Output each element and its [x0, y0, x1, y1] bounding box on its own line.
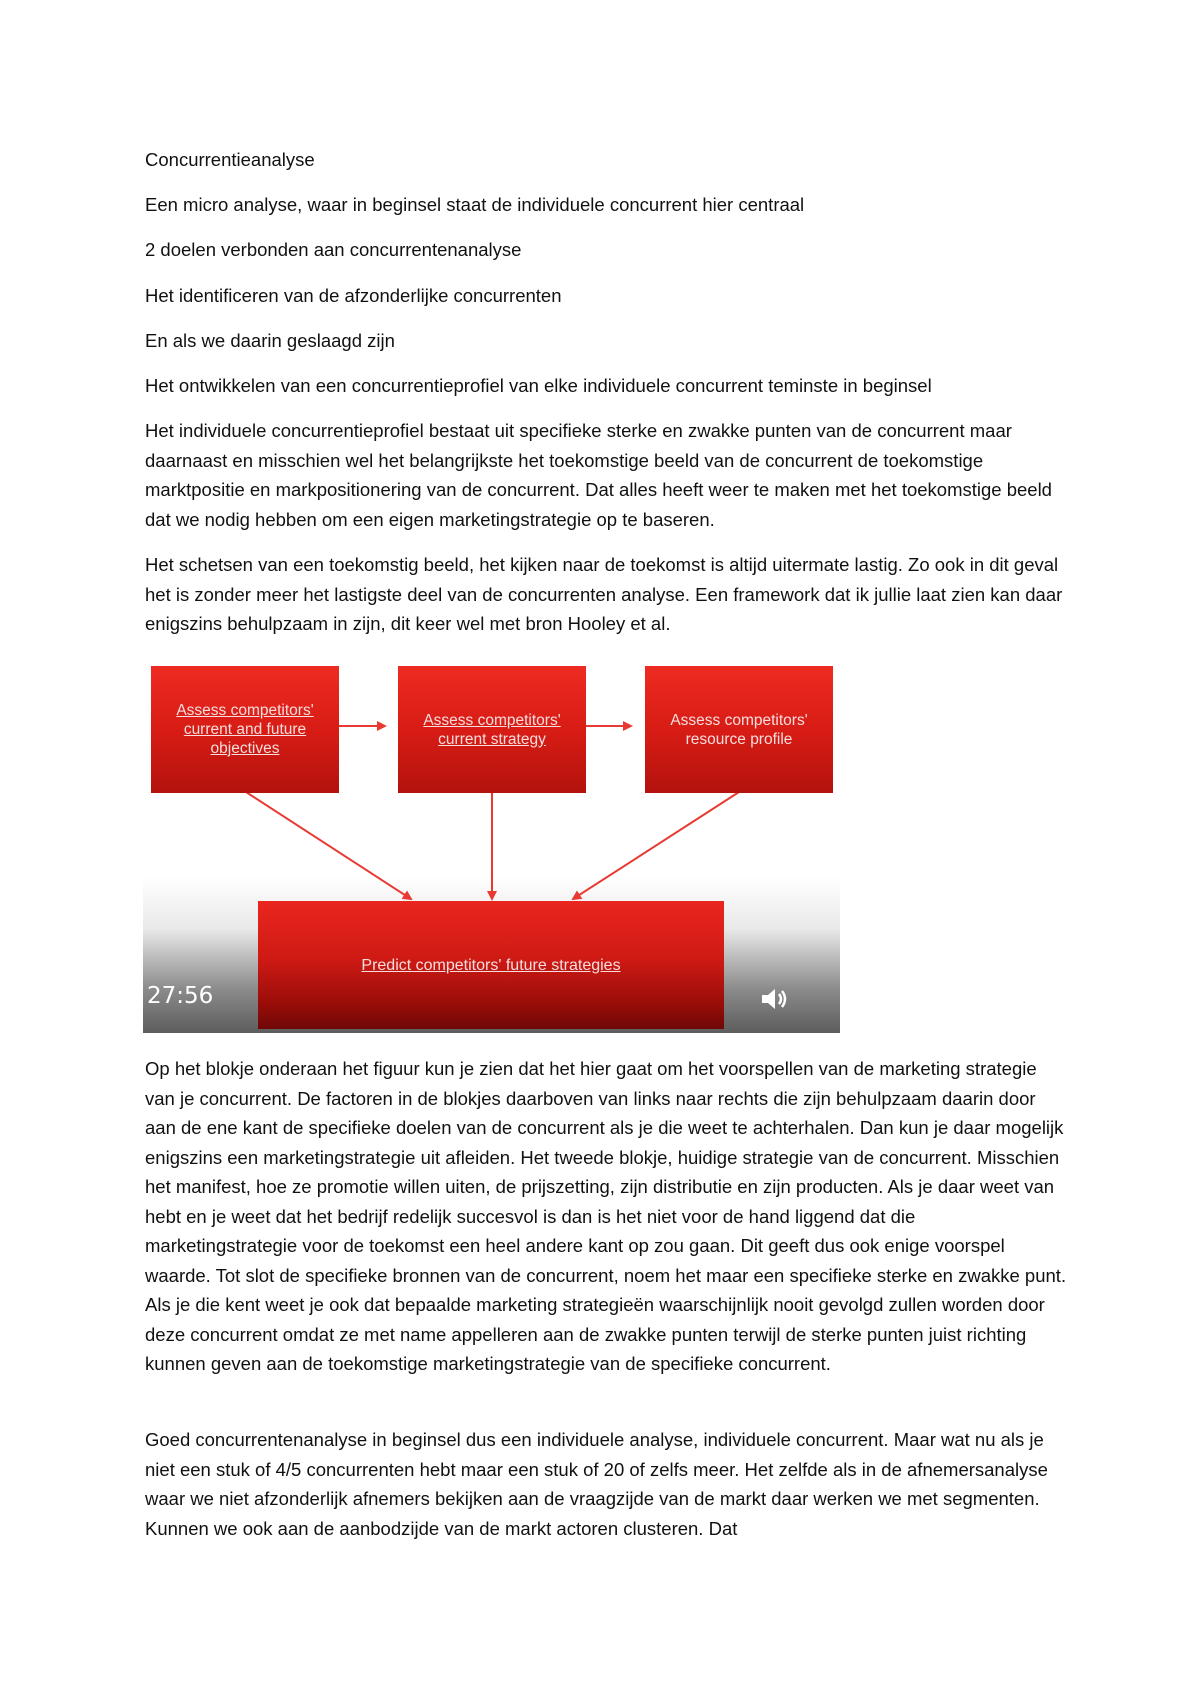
framework-figure: [143, 661, 840, 1033]
document-title: Concurrentieanalyse: [145, 149, 315, 170]
video-timestamp: 27:56: [147, 983, 214, 1009]
paragraph-2: 2 doelen verbonden aan concurrentenanalyse: [145, 239, 522, 260]
paragraph-5: Het ontwikkelen van een concurrentieprofiel van elke individuele concurrent teminste in beginsel: [145, 375, 932, 396]
paragraph-6: Het individuele concurrentieprofiel bestaat uit specifieke sterke en zwakke punten van de concurrent maar daarnaast en misschien wel het belangrijkste het toekomstige beeld van de concurrent de toekomstige marktpositie en markpositionering van de concurrent. Dat alles heeft weer te maken met het toekomstige beeld dat we nodig hebben om een eigen marketingstrategie op te baseren.: [145, 420, 1052, 530]
box-resources: Assess competitors' resource profile: [645, 666, 833, 793]
paragraph-1: Een micro analyse, waar in beginsel staat de individuele concurrent hier centraal: [145, 194, 805, 215]
paragraph-7: Het schetsen van een toekomstig beeld, het kijken naar de toekomst is altijd uitermate lastig. Zo ook in dit geval het is zonder meer het lastigste deel van de concurrenten analyse. Een framework dat ik jullie laat zien kan daar enigszins behulpzaam in zijn, dit keer wel met bron Hooley et al.: [145, 554, 1063, 634]
box-predict: Predict competitors' future strategies: [258, 901, 724, 1029]
paragraph-8: Op het blokje onderaan het figuur kun je zien dat het hier gaat om het voorspellen van de marketing strategie van je concurrent. De factoren in de blokjes daarboven van links naar rechts die zijn behulpzaam daarin door aan de ene kant de specifieke doelen van de concurrent als je die weet te achterhalen. Dan kun je daar mogelijk enigszins een marketingstrategie uit afleiden. Het tweede blokje, huidige strategie van de concurrent. Misschien het manifest, hoe ze promotie willen uiten, de prijszetting, zijn distributie en zijn producten. Als je daar weet van hebt en je weet dat het bedrijf redelijk succesvol is dan is het niet voor de hand liggend dat die marketingstrategie voor de toekomst een heel andere kant op zou gaan. Dit geeft dus ook enige voorspel waarde. Tot slot de specifieke bronnen van de concurrent, noem het maar een specifieke sterke en zwakke punt. Als je die kent weet je ook dat bepaalde marketing strategieën waarschijnlijk nooit gevolgd zullen worden door deze concurrent omdat ze met name appelleren aan de zwakke punten terwijl de sterke punten juist richting kunnen geven aan de toekomstige marketingstrategie van de specifieke concurrent.: [145, 1058, 1067, 1374]
paragraph-3: Het identificeren van de afzonderlijke concurrenten: [145, 285, 562, 306]
paragraph-9: Goed concurrentenanalyse in beginsel dus een individuele analyse, individuele concurrent. Maar wat nu als je niet een stuk of 4/5 concurrenten hebt maar een stuk of 20 of zelfs meer. Het zelfde als in de afnemersanalyse waar we niet afzonderlijk afnemers bekijken aan de vraagzijde van de markt daar werken we met segmenten. Kunnen we ook aan de aanbodzijde van de markt actoren clusteren. Dat: [145, 1429, 1048, 1539]
arrow-objectives-to-predict: [246, 792, 411, 899]
speaker-volume-icon[interactable]: [760, 986, 790, 1012]
box-objectives: Assess competitors' current and future objectives: [151, 666, 339, 793]
paragraph-4: En als we daarin geslaagd zijn: [145, 330, 395, 351]
arrow-resources-to-predict: [573, 792, 739, 899]
box-strategy: Assess competitors' current strategy: [398, 666, 586, 793]
